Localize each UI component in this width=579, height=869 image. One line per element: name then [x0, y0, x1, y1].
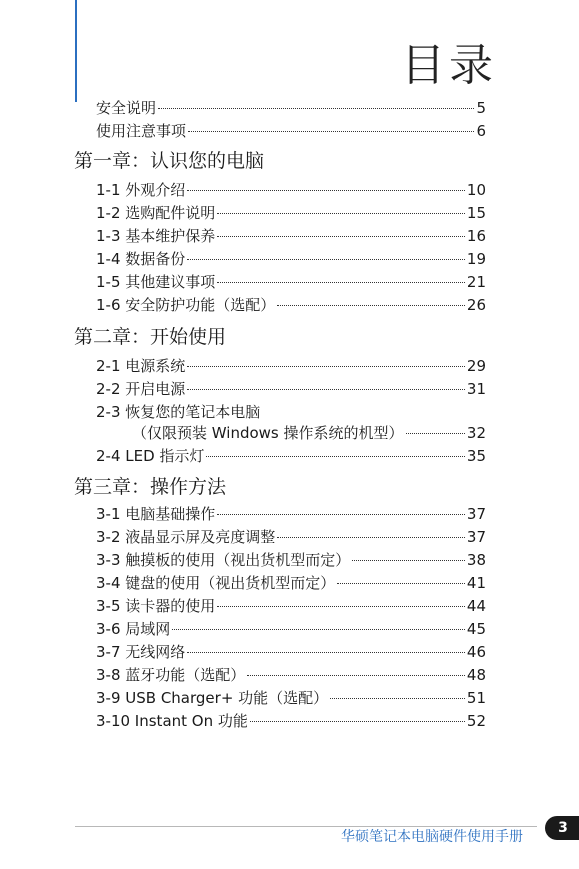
toc-leader-dots — [337, 583, 465, 584]
toc-entry[interactable] — [96, 689, 486, 707]
toc-entry-page: 32 — [466, 424, 486, 442]
toc-entry-page: 51 — [466, 689, 486, 707]
toc-entry-label: 3-9 USB Charger+ 功能（选配） — [96, 689, 329, 707]
toc-entry[interactable] — [96, 597, 486, 615]
toc-leader-dots — [217, 514, 465, 515]
toc-leader-dots — [187, 366, 465, 367]
toc-entry-page: 6 — [476, 122, 486, 140]
chapter-3-heading: 第三章：操作方法 — [74, 476, 227, 498]
toc-leader-dots — [217, 282, 465, 283]
toc-leader-dots — [158, 108, 474, 109]
toc-leader-dots — [277, 305, 465, 306]
toc-entry-page: 15 — [466, 204, 486, 222]
toc-entry-label: 1-4 数据备份 — [96, 250, 186, 268]
toc-entry-page: 31 — [466, 380, 486, 398]
toc-entry-page: 29 — [466, 357, 486, 375]
chapter-1-heading: 第一章：认识您的电脑 — [74, 150, 265, 172]
toc-entry[interactable] — [96, 620, 486, 638]
toc-entry-label: 1-5 其他建议事项 — [96, 273, 216, 291]
toc-entry-label: 2-2 开启电源 — [96, 380, 186, 398]
toc-entry[interactable] — [96, 643, 486, 661]
toc-entry-page: 5 — [476, 99, 486, 117]
toc-entry[interactable] — [96, 551, 486, 569]
toc-entry-precautions[interactable] — [96, 122, 486, 140]
toc-entry-label: 1-2 选购配件说明 — [96, 204, 216, 222]
toc-entry[interactable] — [96, 574, 486, 592]
toc-entry[interactable] — [96, 666, 486, 684]
toc-entry-page: 16 — [466, 227, 486, 245]
toc-leader-dots — [217, 236, 465, 237]
toc-entry[interactable] — [96, 447, 486, 465]
toc-entry[interactable] — [96, 204, 486, 222]
toc-entry[interactable] — [96, 357, 486, 375]
toc-entry-label: 3-4 键盘的使用（视出货机型而定） — [96, 574, 336, 592]
toc-entry-label: 1-6 安全防护功能（选配） — [96, 296, 276, 314]
toc-entry-label: 3-2 液晶显示屏及亮度调整 — [96, 528, 276, 546]
toc-entry-page: 37 — [466, 505, 486, 523]
toc-entry-page: 35 — [466, 447, 486, 465]
toc-entry[interactable] — [96, 273, 486, 291]
toc-leader-dots — [187, 652, 465, 653]
toc-leader-dots — [330, 698, 465, 699]
toc-entry[interactable] — [96, 380, 486, 398]
toc-leader-dots — [188, 131, 474, 132]
toc-entry-page: 52 — [466, 712, 486, 730]
toc-leader-dots — [406, 433, 465, 434]
toc-entry-label: 使用注意事项 — [96, 122, 187, 140]
toc-entry-page: 38 — [466, 551, 486, 569]
toc-entry-label: 3-1 电脑基础操作 — [96, 505, 216, 523]
toc-entry[interactable] — [96, 250, 486, 268]
toc-leader-dots — [172, 629, 465, 630]
toc-leader-dots — [187, 389, 465, 390]
toc-entry-label: 3-8 蓝牙功能（选配） — [96, 666, 246, 684]
toc-entry-label: 3-10 Instant On 功能 — [96, 712, 248, 730]
chapter-2-heading: 第二章：开始使用 — [74, 326, 227, 348]
toc-entry-label: 2-1 电源系统 — [96, 357, 186, 375]
toc-leader-dots — [352, 560, 465, 561]
side-accent-rule — [75, 0, 77, 102]
toc-entry-page: 10 — [466, 181, 486, 199]
toc-entry-label[interactable]: 2-3 恢复您的笔记本电脑 — [96, 403, 261, 421]
toc-entry-label: 3-6 局域网 — [96, 620, 171, 638]
page-title: 目录 — [401, 40, 497, 91]
toc-entry-label-continued: （仅限预装 Windows 操作系统的机型） — [132, 424, 404, 442]
toc-entry-page: 41 — [466, 574, 486, 592]
toc-entry-page: 44 — [466, 597, 486, 615]
footer-manual-title: 华硕笔记本电脑硬件使用手册 — [341, 829, 523, 845]
toc-leader-dots — [277, 537, 465, 538]
toc-entry[interactable] — [96, 528, 486, 546]
toc-entry[interactable] — [96, 712, 486, 730]
toc-leader-dots — [187, 190, 465, 191]
toc-entry-label: 3-7 无线网络 — [96, 643, 186, 661]
toc-entry-label: 安全说明 — [96, 99, 157, 117]
toc-entry-page: 48 — [466, 666, 486, 684]
toc-entry-safety[interactable] — [96, 99, 486, 117]
toc-leader-dots — [187, 259, 465, 260]
toc-entry[interactable] — [96, 424, 486, 442]
toc-leader-dots — [206, 456, 464, 457]
toc-leader-dots — [217, 213, 465, 214]
toc-entry-label: 1-3 基本维护保养 — [96, 227, 216, 245]
toc-entry-label: 3-5 读卡器的使用 — [96, 597, 216, 615]
toc-leader-dots — [250, 721, 465, 722]
toc-entry-page: 21 — [466, 273, 486, 291]
toc-entry[interactable] — [96, 505, 486, 523]
toc-leader-dots — [217, 606, 465, 607]
toc-entry-page: 46 — [466, 643, 486, 661]
toc-entry[interactable] — [96, 227, 486, 245]
toc-entry-page: 37 — [466, 528, 486, 546]
toc-entry-page: 19 — [466, 250, 486, 268]
toc-entry-label: 1-1 外观介绍 — [96, 181, 186, 199]
toc-entry[interactable] — [96, 296, 486, 314]
toc-leader-dots — [247, 675, 465, 676]
toc-entry-label: 2-4 LED 指示灯 — [96, 447, 205, 465]
toc-entry[interactable] — [96, 181, 486, 199]
toc-entry-page: 26 — [466, 296, 486, 314]
toc-entry-page: 45 — [466, 620, 486, 638]
page-number-badge: 3 — [545, 816, 579, 840]
toc-entry-label: 3-3 触摸板的使用（视出货机型而定） — [96, 551, 351, 569]
